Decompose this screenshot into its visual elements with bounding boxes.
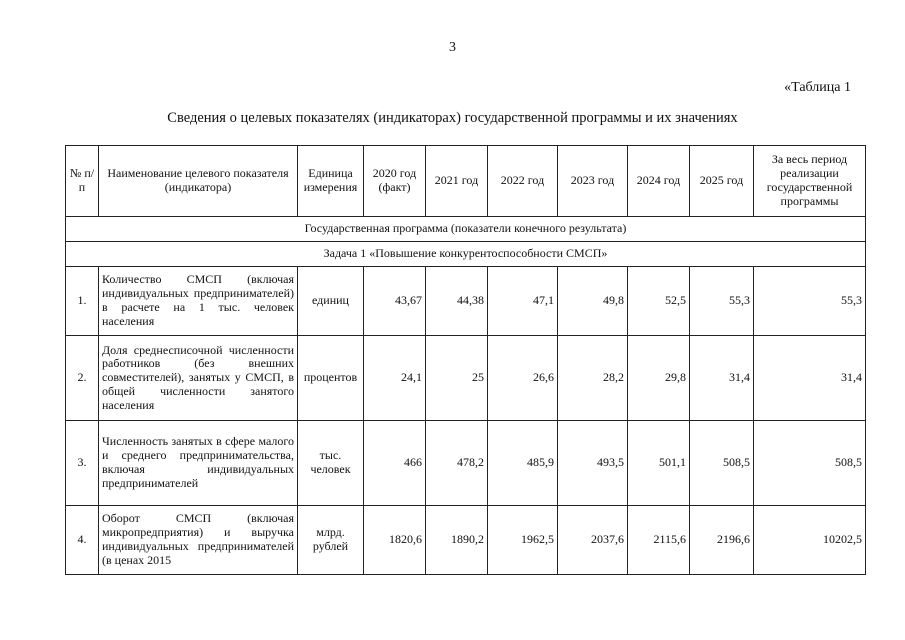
table-row [66,267,866,336]
value-2020: 43,67 [364,267,426,336]
row-unit: процентов [298,336,364,421]
section-program: Государственная программа (показатели конечного результата) [66,217,866,242]
header-num: № п/п [66,146,99,217]
table-row [66,506,866,575]
header-unit: Единица измерения [298,146,364,217]
section-row-program [66,217,866,242]
value-2020: 24,1 [364,336,426,421]
row-unit: млрд. рублей [298,506,364,575]
row-name: Численность занятых в сфере малого и среднего предпринимательства, включая индивидуальных предпринимателей [99,421,298,506]
header-total: За весь период реализации государственной программы [754,146,866,217]
value-2024: 501,1 [628,421,690,506]
value-2024: 29,8 [628,336,690,421]
value-2022: 1962,5 [488,506,558,575]
value-2022: 485,9 [488,421,558,506]
value-2025: 2196,6 [690,506,754,575]
value-2020: 1820,6 [364,506,426,575]
value-total: 10202,5 [754,506,866,575]
section-row-task [66,242,866,267]
value-2022: 26,6 [488,336,558,421]
row-unit: тыс. человек [298,421,364,506]
value-2021: 25 [426,336,488,421]
value-2024: 2115,6 [628,506,690,575]
header-2020: 2020 год (факт) [364,146,426,217]
row-num: 1. [66,267,99,336]
row-num: 2. [66,336,99,421]
value-2021: 478,2 [426,421,488,506]
row-num: 4. [66,506,99,575]
header-2021: 2021 год [426,146,488,217]
value-2023: 49,8 [558,267,628,336]
header-row [66,146,866,217]
header-2025: 2025 год [690,146,754,217]
value-total: 508,5 [754,421,866,506]
value-2025: 508,5 [690,421,754,506]
value-2025: 31,4 [690,336,754,421]
value-2021: 44,38 [426,267,488,336]
table-label: «Таблица 1 [784,80,851,95]
table-row [66,336,866,421]
row-name: Количество СМСП (включая индивидуальных предпринимателей) в расчете на 1 тыс. человек населения [99,267,298,336]
header-name: Наименование целевого показателя (индикатора) [99,146,298,217]
value-total: 55,3 [754,267,866,336]
value-2021: 1890,2 [426,506,488,575]
header-2024: 2024 год [628,146,690,217]
value-2024: 52,5 [628,267,690,336]
row-name: Доля среднесписочной численности работников (без внешних совместителей), занятых у СМСП, в общей численности занятого населения [99,336,298,421]
table-row [66,421,866,506]
page-number: 3 [449,40,456,55]
row-name: Оборот СМСП (включая микропредприятия) и выручка индивидуальных предпринимателей (в ценах 2015 [99,506,298,575]
row-num: 3. [66,421,99,506]
value-2023: 2037,6 [558,506,628,575]
indicators-table [65,145,866,575]
row-unit: единиц [298,267,364,336]
value-2023: 28,2 [558,336,628,421]
value-total: 31,4 [754,336,866,421]
value-2020: 466 [364,421,426,506]
value-2022: 47,1 [488,267,558,336]
header-2023: 2023 год [558,146,628,217]
header-2022: 2022 год [488,146,558,217]
document-title: Сведения о целевых показателях (индикаторах) государственной программы и их значениях [167,110,738,126]
value-2023: 493,5 [558,421,628,506]
section-task: Задача 1 «Повышение конкурентоспособности СМСП» [66,242,866,267]
value-2025: 55,3 [690,267,754,336]
